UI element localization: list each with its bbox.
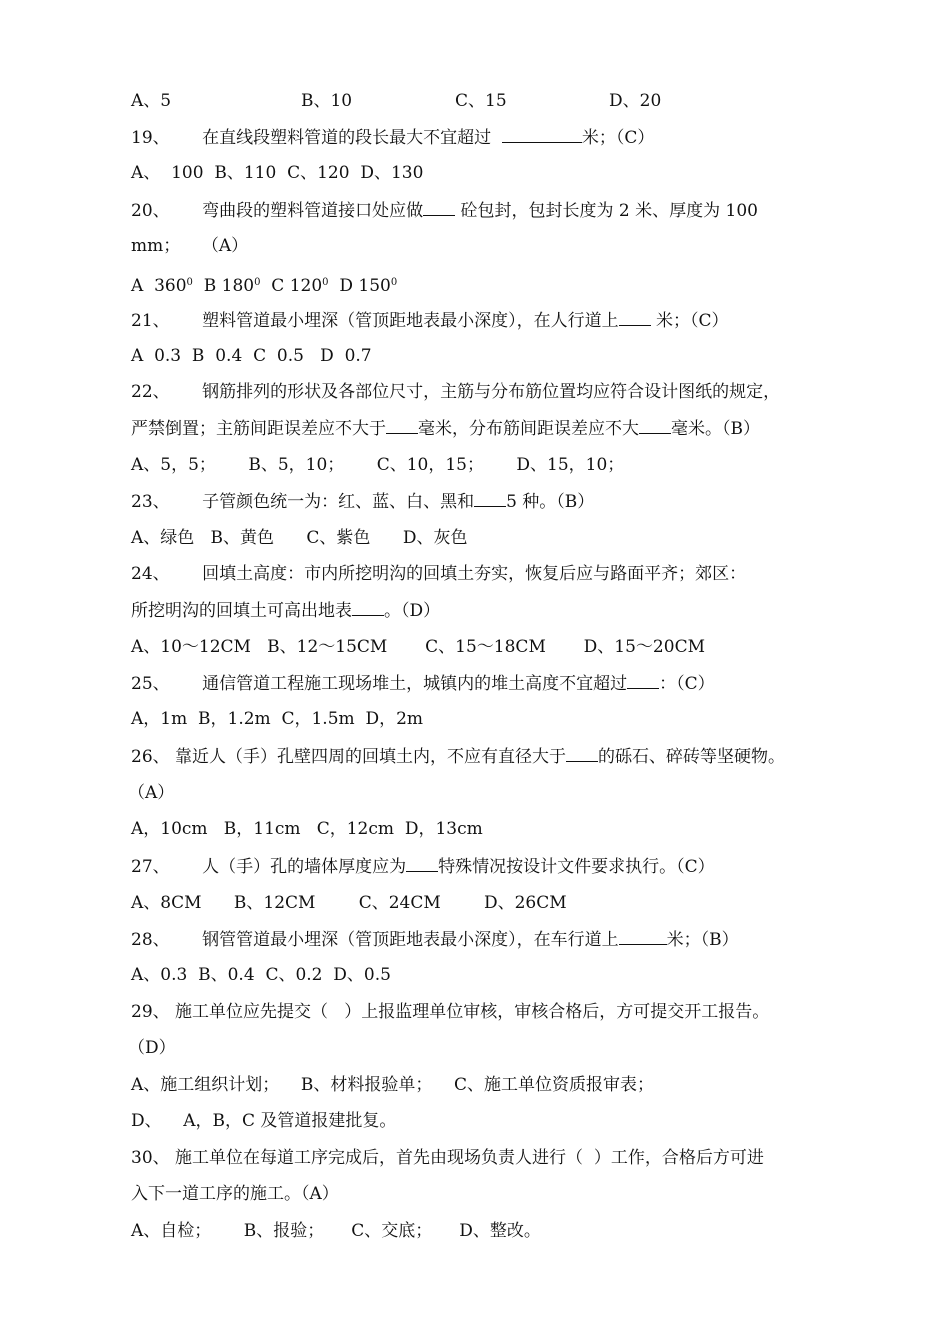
q26-question-line2: （A）	[128, 783, 175, 803]
q24-question-line2: 所挖明沟的回填土可高出地表 。（D）	[131, 601, 441, 621]
answer-blank	[352, 599, 384, 616]
q25-question: 25、 通信管道工程施工现场堆土，城镇内的堆土高度不宜超过 ：（C）	[131, 674, 715, 694]
q19-question: 19、 在直线段塑料管道的段长最大不宜超过 米；（C）	[131, 128, 655, 148]
answer-blank	[502, 126, 582, 143]
answer-blank	[406, 855, 438, 872]
q18-option-b: B、10	[301, 91, 353, 111]
q28-options: A、0.3 B、0.4 C、0.2 D、0.5	[131, 965, 391, 985]
answer-blank	[619, 928, 667, 945]
q26-question: 26、 靠近人（手）孔壁四周的回填土内，不应有直径大于 的砾石、碎砖等坚硬物。	[131, 747, 786, 767]
q18-option-a: A、5	[131, 91, 172, 111]
q24-question: 24、 回填土高度：市内所挖明沟的回填土夯实，恢复后应与路面平齐；郊区：	[131, 564, 747, 584]
q21-options: A 0.3 B 0.4 C 0.5 D 0.7	[131, 346, 372, 366]
answer-blank	[566, 745, 598, 762]
q18-option-d: D、20	[609, 91, 662, 111]
q20-options: A $360^0$ B $180^0$ C $120^0$ D $150^0$	[131, 276, 398, 296]
q22-options: A、5，5； B、5，10； C、10，15； D、15，10；	[131, 455, 625, 475]
q28-question: 28、 钢管管道最小埋深（管顶距地表最小深度），在车行道上 米；（B）	[131, 930, 739, 950]
q20-question-line2: mm； （A）	[131, 236, 249, 256]
q30-question: 30、 施工单位在每道工序完成后，首先由现场负责人进行（ ）工作，合格后方可进	[131, 1148, 764, 1168]
answer-blank	[423, 199, 455, 216]
q18-option-c: C、15	[455, 91, 507, 111]
q22-question: 22、 钢筋排列的形状及各部位尺寸，主筋与分布筋位置均应符合设计图纸的规定，	[131, 382, 781, 402]
q29-options-line2: D、 A，B，C 及管道报建批复。	[131, 1111, 397, 1131]
q29-question: 29、 施工单位应先提交（ ）上报监理单位审核，审核合格后，方可提交开工报告。	[131, 1002, 770, 1022]
q30-options: A、自检； B、报验； C、交底； D、整改。	[131, 1221, 541, 1241]
q22-question-line2: 严禁倒置；主筋间距误差应不大于 毫米，分布筋间距误差应不大 毫米。（B）	[131, 419, 760, 439]
q19-options: A、 100 B、110 C、120 D、130	[131, 163, 424, 183]
q27-question: 27、 人（手）孔的墙体厚度应为 特殊情况按设计文件要求执行。（C）	[131, 857, 715, 877]
q20-question: 20、 弯曲段的塑料管道接口处应做 砼包封，包封长度为 2 米、厚度为 100	[131, 201, 758, 221]
q30-question-line2: 入下一道工序的施工。（A）	[131, 1184, 339, 1204]
q29-options-line1: A、施工组织计划； B、材料报验单； C、施工单位资质报审表；	[131, 1075, 655, 1095]
answer-blank	[639, 417, 671, 434]
q21-question: 21、 塑料管道最小埋深（管顶距地表最小深度），在人行道上 米；（C）	[131, 311, 729, 331]
q25-options: A，1m B，1.2m C，1.5m D，2m	[131, 709, 424, 729]
q24-options: A、10～12CM B、12～15CM C、15～18CM D、15～20CM	[131, 637, 705, 657]
answer-blank	[619, 309, 651, 326]
answer-blank	[386, 417, 418, 434]
answer-blank	[474, 490, 506, 507]
q23-options: A、绿色 B、黄色 C、紫色 D、灰色	[131, 528, 468, 548]
q27-options: A、8CM B、12CM C、24CM D、26CM	[131, 893, 567, 913]
q26-options: A，10cm B，11cm C，12cm D，13cm	[131, 819, 483, 839]
answer-blank	[627, 672, 659, 689]
q23-question: 23、 子管颜色统一为：红、蓝、白、黑和 5 种。（B）	[131, 492, 595, 512]
q29-question-line2: （D）	[128, 1038, 176, 1058]
